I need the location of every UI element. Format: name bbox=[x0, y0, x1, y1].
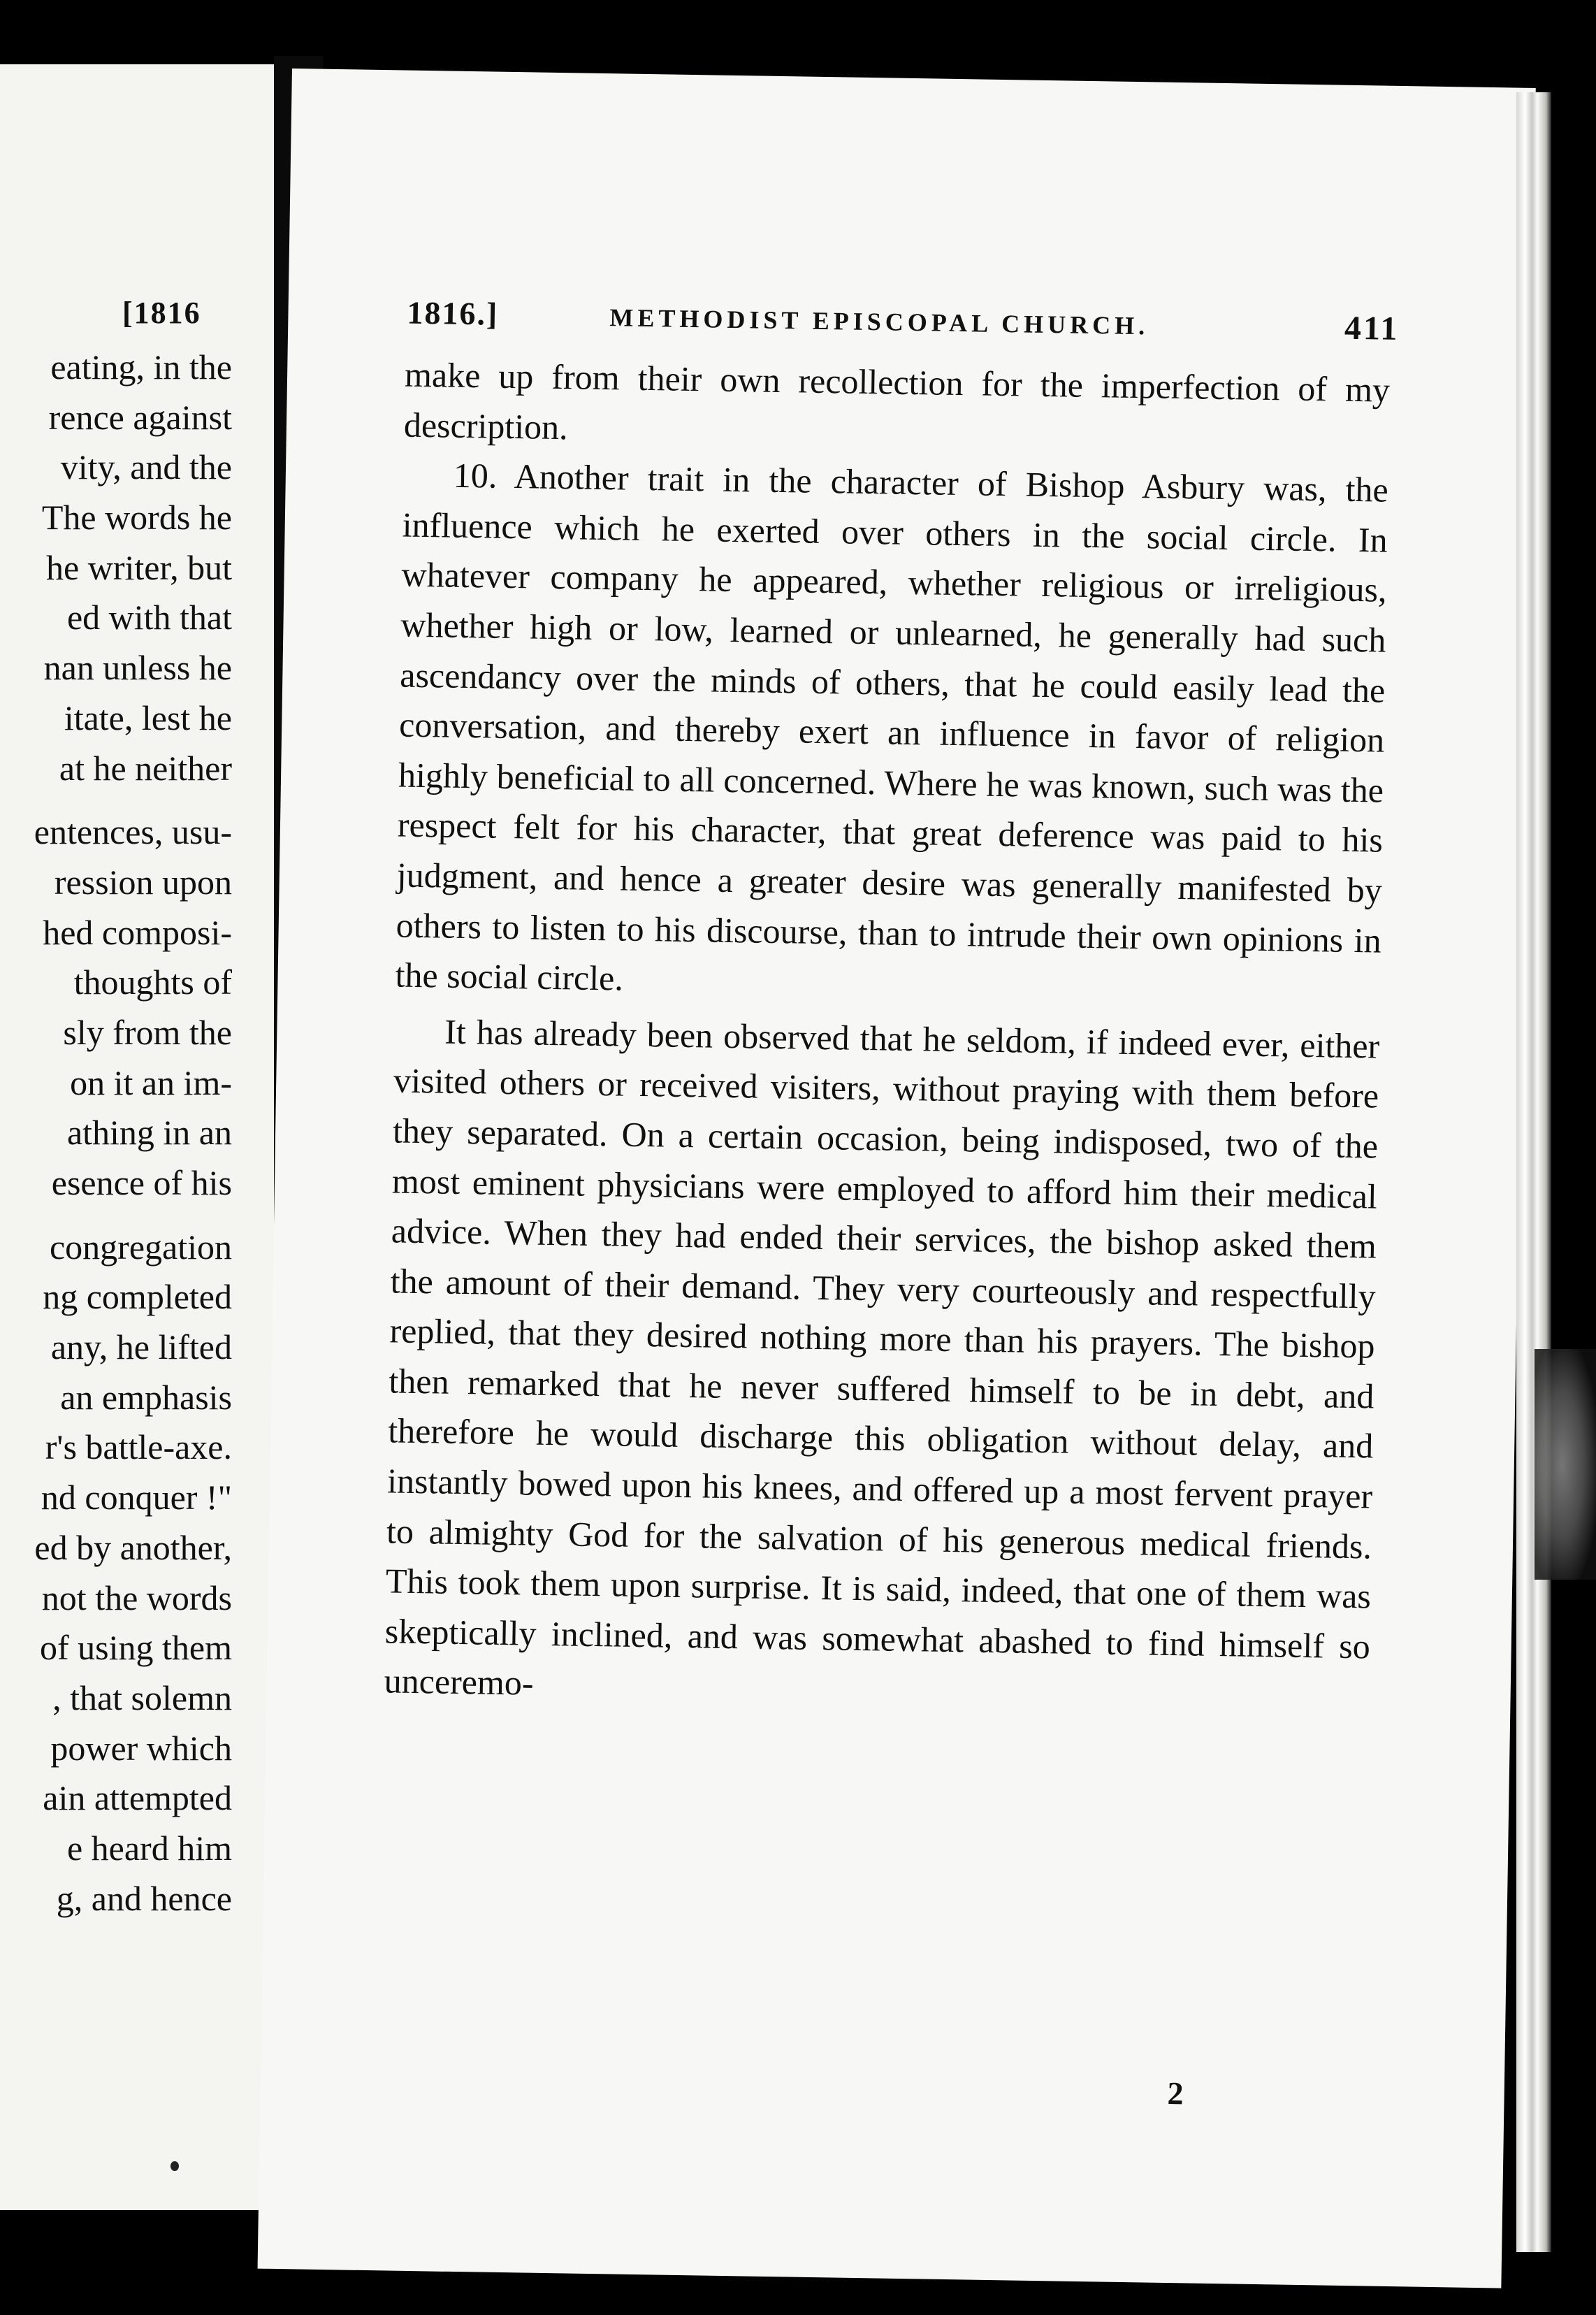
header-title: METHODIST EPISCOPAL CHURCH. bbox=[609, 303, 1149, 340]
left-text-block-3 bbox=[0, 1223, 232, 1924]
left-text-line: on it an im- bbox=[70, 1062, 232, 1102]
left-text-line: he writer, but bbox=[46, 547, 232, 587]
left-text-line: r's battle-axe. bbox=[45, 1427, 232, 1467]
left-text-line: rence against bbox=[48, 397, 232, 437]
left-text-line: congregation bbox=[49, 1227, 232, 1267]
left-text-line: eating, in the bbox=[50, 347, 232, 387]
left-text-line: ression upon bbox=[54, 862, 232, 902]
left-text-line: an emphasis bbox=[60, 1377, 232, 1417]
left-text-line: e heard him bbox=[66, 1828, 232, 1868]
body-text bbox=[384, 350, 1390, 1722]
left-text-line: sly from the bbox=[63, 1012, 232, 1052]
paragraph-continuation: make up from their own recollection for the imperfection of my description. bbox=[403, 354, 1391, 447]
left-text-line: ng completed bbox=[43, 1277, 232, 1317]
left-text-line: not the words bbox=[41, 1578, 232, 1617]
left-text-line: of using them bbox=[40, 1628, 232, 1668]
fabric-fuzz bbox=[1535, 1349, 1596, 1580]
left-text-block-1 bbox=[0, 342, 232, 793]
left-text-line: thoughts of bbox=[73, 962, 232, 1002]
left-text-block-2 bbox=[0, 807, 232, 1209]
left-text-line: hed composi- bbox=[43, 912, 232, 952]
paragraph-10: 10. Another trait in the character of Bishop Asbury was, the influence which he exerted over others in the social circle. In whatever company he appeared, whether religious or irreligious, whether high or low, learned or unlearned, he generally had such ascendancy over the minds of others, that he could easily lead the conversation, and thereby exert an influence in favor of religion highly beneficial to all concerned. Where he was known, such was the respect felt for his character, that great deference was paid to his judgment, and hence a greater desire was generally manifested by others to listen to his discourse, than to intrude their own opinions in the social circle. bbox=[395, 455, 1389, 998]
left-text-line: ain attempted bbox=[43, 1778, 232, 1818]
left-page bbox=[0, 64, 275, 2210]
left-text-line: vity, and the bbox=[60, 447, 232, 487]
left-text-line: The words he bbox=[41, 498, 232, 538]
left-text-line: power which bbox=[50, 1728, 232, 1768]
left-text-line: ed with that bbox=[66, 598, 232, 637]
left-text-line: any, he lifted bbox=[50, 1327, 232, 1367]
left-text-line: , that solemn bbox=[52, 1678, 232, 1717]
right-page bbox=[258, 68, 1536, 2288]
page-edge bbox=[1516, 92, 1551, 2252]
ink-speck bbox=[171, 2161, 179, 2171]
paragraph-physicians: It has already been observed that he seldom, if indeed ever, either visited others or received visiters, without praying with them before they separated. On a certain occasion, being indisposed, two of the most eminent physicians were employed to afford him their medical advice. When they had ended their services, the bishop asked them the amount of their demand. They very courteously and respectfully replied, that they desired nothing more than his prayers. The bishop then remarked that he never suffered himself to be in debt, and therefore he would discharge this obligation without delay, and instantly bowed upon his knees, and offered up a most fervent prayer to almighty God for the salvation of his generous medical friends. This took them upon surprise. It is said, indeed, that one of them was skeptically inclined, and was somewhat abashed to find himself so unceremo- bbox=[384, 1011, 1380, 1703]
left-text-line: athing in an bbox=[66, 1113, 232, 1153]
left-text-line: at he neither bbox=[59, 748, 232, 788]
left-text-line: entences, usu- bbox=[34, 812, 232, 852]
page-number: 411 bbox=[1344, 309, 1400, 347]
left-page-text bbox=[0, 342, 232, 1924]
left-page-header-year: [1816 bbox=[122, 296, 201, 330]
signature-mark: 2 bbox=[1167, 2075, 1184, 2112]
left-text-line: g, and hence bbox=[56, 1878, 232, 1918]
left-text-line: nd conquer !" bbox=[41, 1478, 232, 1517]
header-year: 1816.] bbox=[407, 294, 499, 332]
left-text-line: nan unless he bbox=[43, 648, 232, 688]
left-text-line: ed by another, bbox=[34, 1527, 232, 1567]
left-text-line: esence of his bbox=[51, 1163, 232, 1202]
left-text-line: itate, lest he bbox=[64, 698, 232, 737]
